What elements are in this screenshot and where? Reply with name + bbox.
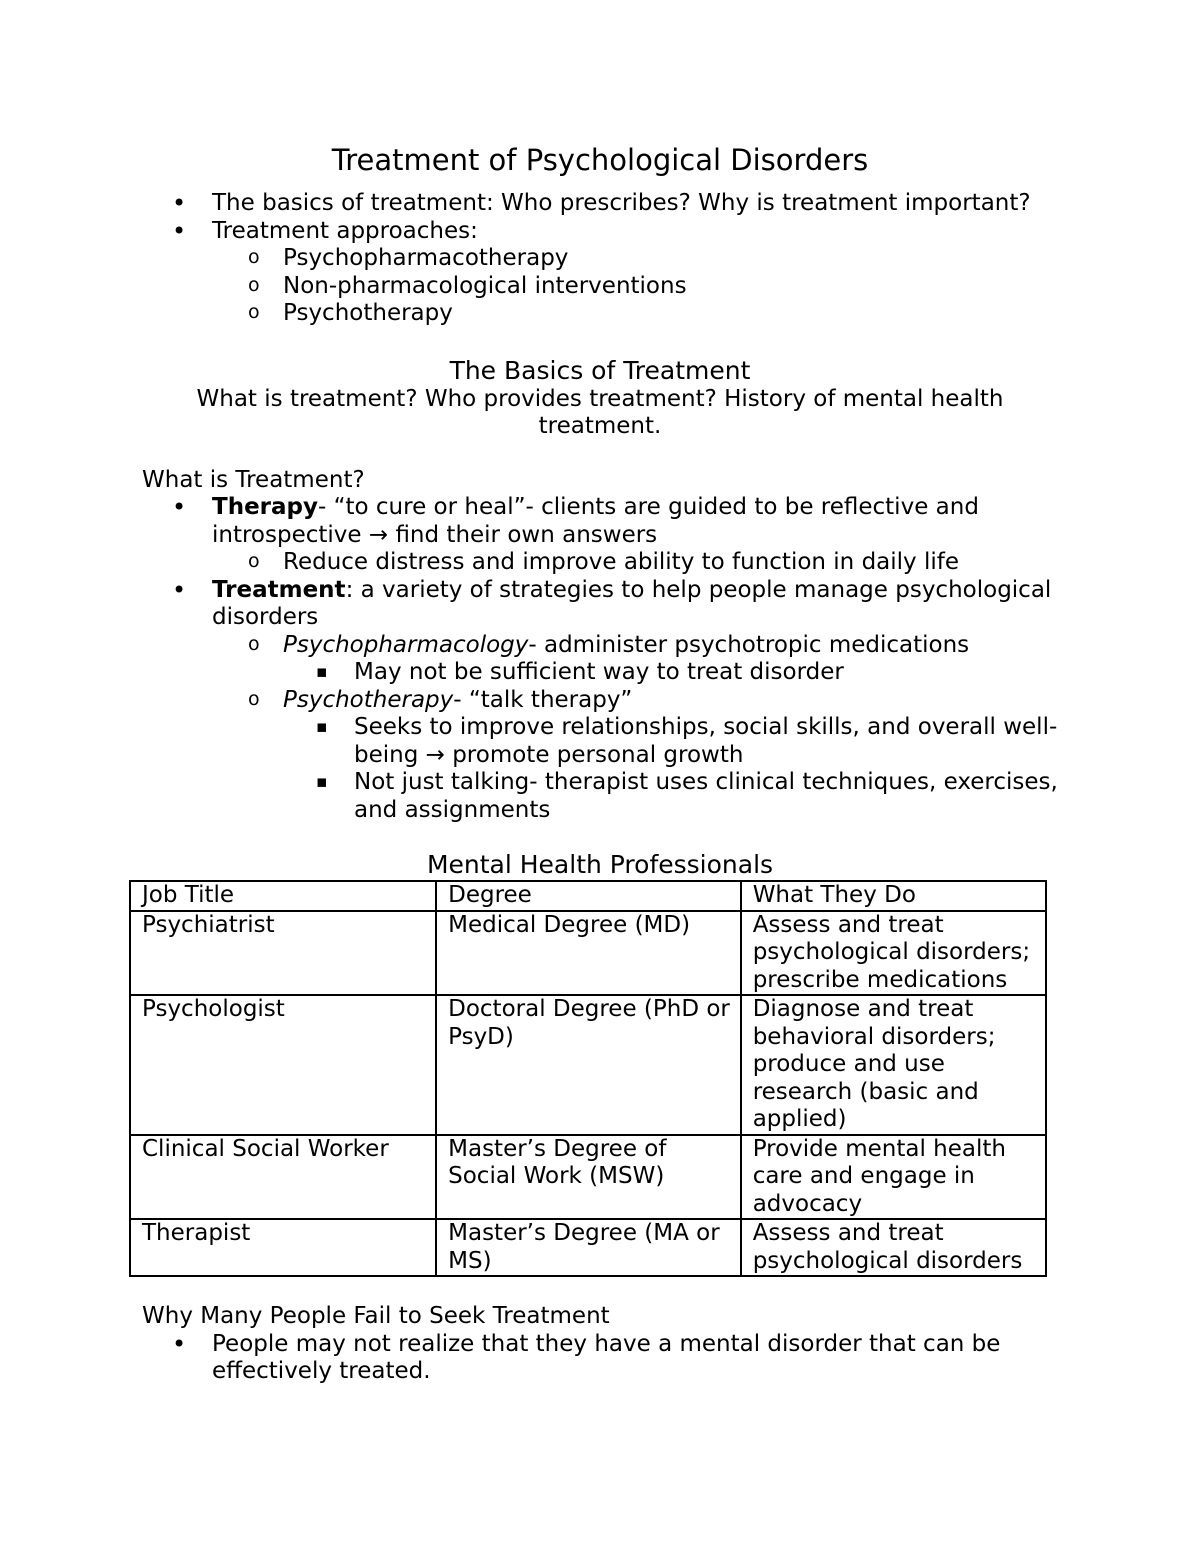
table-header-cell: What They Do — [741, 881, 1046, 911]
list-item-therapy — [142, 494, 1058, 577]
list-item-treatment — [142, 577, 1058, 825]
list-item-text: Treatment approaches: — [212, 217, 478, 244]
seek-treatment-list — [142, 1331, 1058, 1386]
table-cell: Diagnose and treat behavioral disorders; produce and use research (basic and applied) — [741, 995, 1046, 1135]
list-item: ▪ Not just talking- therapist uses clinical techniques, exercises, and assignments — [142, 769, 1058, 824]
table-cell: Doctoral Degree (PhD or PsyD) — [436, 995, 741, 1135]
list-item: o Reduce distress and improve ability to function in daily life — [142, 549, 1058, 577]
section-heading-basics: The Basics of Treatment — [449, 355, 751, 385]
definition-psychotherapy: - “talk therapy” — [453, 686, 633, 713]
definition-psychopharmacology: - administer psychotropic medications — [528, 631, 970, 658]
table-header-cell: Job Title — [130, 881, 436, 911]
term-therapy: Therapy — [212, 494, 318, 520]
list-item: ▪ May not be sufficient way to treat disorder — [142, 659, 1058, 687]
table-header-cell: Degree — [436, 881, 741, 911]
term-psychopharmacology: Psychopharmacology — [283, 631, 529, 658]
term-treatment: Treatment — [212, 576, 346, 603]
table-cell: Clinical Social Worker — [130, 1135, 436, 1220]
table-cell: Master’s Degree of Social Work (MSW) — [436, 1135, 741, 1220]
list-item: o Psychopharmacotherapy — [142, 245, 1058, 273]
section-heading-seek-treatment: Why Many People Fail to Seek Treatment — [142, 1303, 610, 1329]
section-subtitle: What is treatment? Who provides treatment? History of mental health treatment. — [196, 385, 1004, 439]
table-cell: Master’s Degree (MA or MS) — [436, 1219, 741, 1276]
list-item: o Psychotherapy — [142, 300, 1058, 328]
table-heading: Mental Health Professionals — [426, 850, 774, 879]
definition-therapy: - “to cure or heal”- clients are guided to be reflective and introspective → find their own answers — [212, 494, 979, 548]
list-item-psychopharmacology — [142, 632, 1058, 687]
approaches-list — [212, 245, 1058, 328]
table-cell: Medical Degree (MD) — [436, 911, 741, 996]
table-cell: Provide mental health care and engage in advocacy — [741, 1135, 1046, 1220]
table-row — [130, 995, 1046, 1135]
table-cell: Therapist — [130, 1219, 436, 1276]
table-cell: Assess and treat psychological disorders; prescribe medications — [741, 911, 1046, 996]
list-item: o Non-pharmacological interventions — [142, 273, 1058, 301]
list-item: ▪ Seeks to improve relationships, social skills, and overall well-being → promote personal growth — [142, 714, 1058, 769]
page-title: Treatment of Psychological Disorders — [331, 143, 869, 177]
what-is-treatment-label: What is Treatment? — [142, 466, 365, 493]
list-item — [142, 218, 1058, 328]
table-row — [130, 911, 1046, 996]
definition-treatment: : a variety of strategies to help people manage psychological disorders — [212, 576, 1052, 630]
table-header-row — [130, 881, 1046, 911]
document-page — [142, 140, 1058, 1386]
table-row — [130, 1135, 1046, 1220]
table-row — [130, 1219, 1046, 1276]
intro-list — [142, 190, 1058, 328]
list-item-psychotherapy — [142, 687, 1058, 825]
term-psychotherapy: Psychotherapy — [283, 686, 454, 713]
professionals-table — [129, 880, 1047, 1277]
list-item: • People may not realize that they have a mental disorder that can be effectively treated. — [142, 1331, 1058, 1386]
table-cell: Psychiatrist — [130, 911, 436, 996]
table-cell: Psychologist — [130, 995, 436, 1135]
list-item: • The basics of treatment: Who prescribes? Why is treatment important? — [142, 190, 1058, 218]
definitions-list — [142, 494, 1058, 824]
table-cell: Assess and treat psychological disorders — [741, 1219, 1046, 1276]
